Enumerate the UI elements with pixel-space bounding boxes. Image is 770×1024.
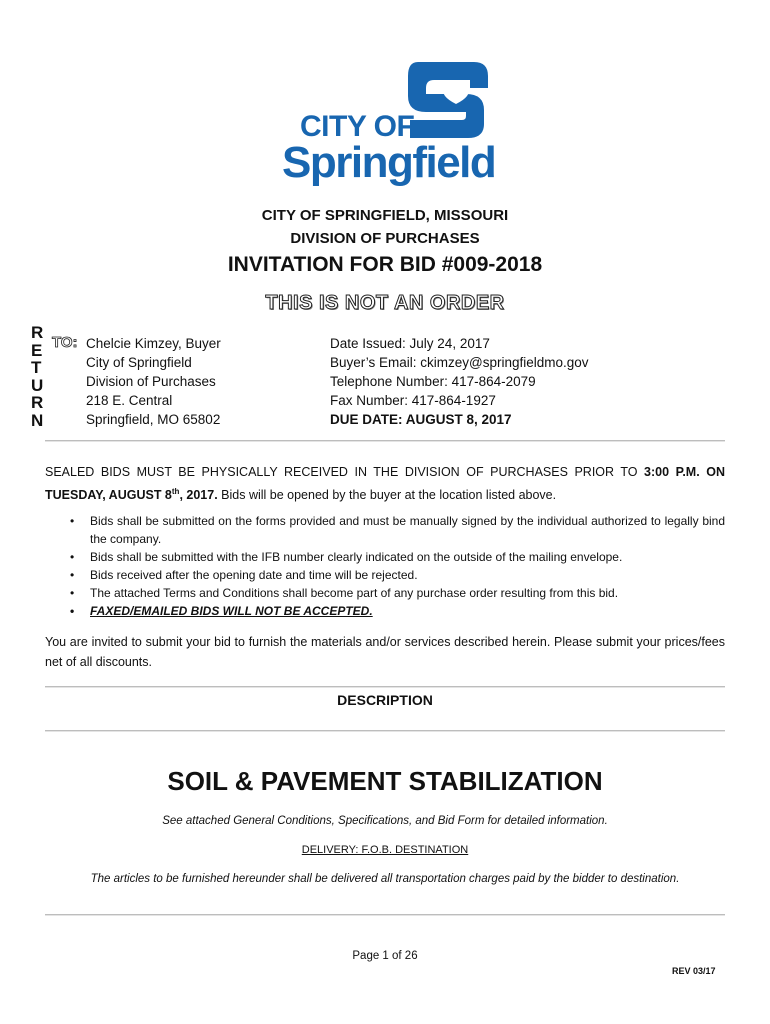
logo-springfield-text: Springfield <box>282 138 496 187</box>
address-line: City of Springfield <box>86 355 192 370</box>
bid-title: SOIL & PAVEMENT STABILIZATION <box>167 766 603 796</box>
bid-info <box>330 334 589 429</box>
address-line: Springfield, MO 65802 <box>86 412 221 427</box>
description-heading: DESCRIPTION <box>337 692 433 708</box>
logo-city-text: CITY OF <box>300 110 415 143</box>
delivery-terms: DELIVERY: F.O.B. DESTINATION <box>301 844 469 856</box>
return-letter: T <box>31 358 42 377</box>
sealed-deadline-sup: th <box>171 487 180 496</box>
divider <box>45 914 725 915</box>
return-letter: N <box>31 410 44 430</box>
date-issued: Date Issued: July 24, 2017 <box>330 336 490 351</box>
sealed-deadline: 3:00 P.M. ON TUESDAY, AUGUST 8 <box>45 465 725 503</box>
address-line: Chelcie Kimzey, Buyer <box>86 336 221 351</box>
city-logo <box>276 54 496 194</box>
bid-rules-list <box>70 512 725 620</box>
due-date: DUE DATE: AUGUST 8, 2017 <box>330 412 512 427</box>
see-attached-note: See attached General Conditions, Specifications, and Bid Form for detailed information. <box>162 815 608 827</box>
return-address <box>86 334 221 429</box>
return-letter: R <box>31 323 44 342</box>
sealed-deadline-year: , 2017. <box>179 488 218 503</box>
list-item: • Bids received after the opening date and time will be rejected. <box>70 568 418 582</box>
sealed-opening-text: Bids will be opened by the buyer at the location listed above. <box>217 488 557 503</box>
address-line: Division of Purchases <box>86 374 216 389</box>
fax-number: Fax Number: 417-864-1927 <box>330 393 496 408</box>
revision-label: REV 03/17 <box>672 966 716 976</box>
city-heading: CITY OF SPRINGFIELD, MISSOURI <box>261 207 509 224</box>
buyer-email: Buyer’s Email: ckimzey@springfieldmo.gov <box>330 355 589 370</box>
sealed-text: SEALED BIDS MUST BE PHYSICALLY RECEIVED IN THE DIVISION OF PURCHASES PRIOR TO <box>45 465 645 479</box>
return-vertical-label <box>31 324 47 429</box>
return-letter: R <box>31 393 44 412</box>
articles-note: The articles to be furnished hereunder shall be delivered all transportation charges paid by the bidder to destination. <box>90 873 680 885</box>
ifb-title: INVITATION FOR BID #009-2018 <box>227 253 543 276</box>
list-item: • Bids shall be submitted on the forms provided and must be manually signed by the individual authorized to legally bind the company. <box>70 514 725 546</box>
telephone-number: Telephone Number: 417-864-2079 <box>330 374 536 389</box>
to-label: TO: <box>52 334 78 351</box>
return-letter: U <box>31 375 44 395</box>
sealed-bids-paragraph <box>45 462 725 505</box>
page-number: Page 1 of 26 <box>352 950 418 962</box>
list-item: • The attached Terms and Conditions shall become part of any purchase order resulting from this bid. <box>70 586 619 600</box>
list-item: • Bids shall be submitted with the IFB number clearly indicated on the outside of the mailing envelope. <box>70 550 623 564</box>
list-item: • FAXED/EMAILED BIDS WILL NOT BE ACCEPTED. <box>70 604 373 618</box>
divider <box>45 440 725 441</box>
address-line: 218 E. Central <box>86 393 173 408</box>
invitation-paragraph: You are invited to submit your bid to furnish the materials and/or services described herein. Please submit your prices/fees net of all discounts. <box>45 635 725 669</box>
divider <box>45 686 725 687</box>
not-an-order-banner: THIS IS NOT AN ORDER <box>265 292 505 314</box>
divider <box>45 730 725 731</box>
springfield-s-logo-icon <box>404 58 492 140</box>
division-heading: DIVISION OF PURCHASES <box>290 230 480 247</box>
return-letter: E <box>31 340 43 360</box>
